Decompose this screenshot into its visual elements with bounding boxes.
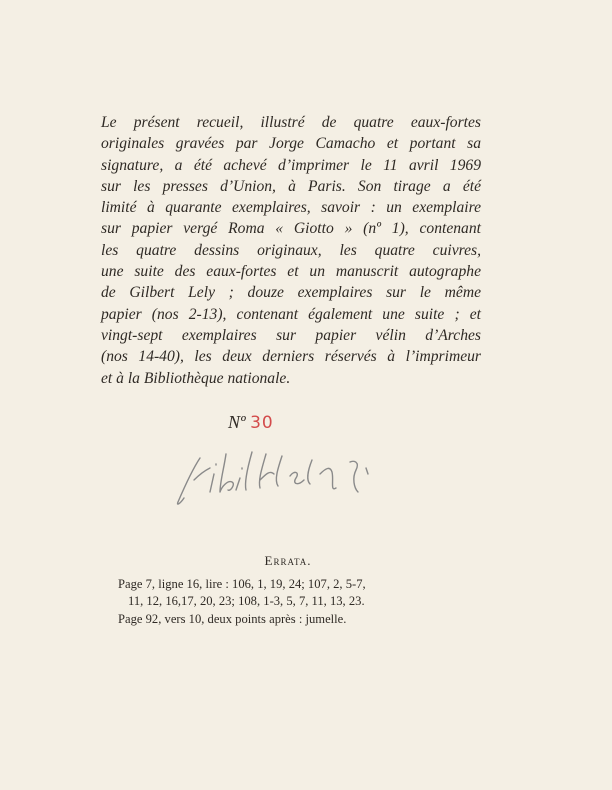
colophon-line: les quatre dessins originaux, les quatre cuivres,: [101, 241, 481, 259]
colophon-line: et à la Bibliothèque nationale.: [101, 369, 291, 387]
copy-number: [228, 412, 274, 433]
colophon-line: Le présent recueil, illustré de quatre eaux-fortes: [101, 114, 481, 131]
handwritten-signature: [170, 440, 380, 510]
colophon-line: papier (nos 2-13), contenant également une suite ; et: [101, 305, 481, 323]
errata-heading: Errata.: [264, 553, 312, 568]
copy-number-value: 30: [250, 413, 274, 433]
errata-row: 11, 12, 16,17, 20, 23; 108, 1-3, 5, 7, 11, 13, 23.: [128, 594, 365, 608]
colophon-paragraph: [101, 112, 481, 389]
colophon-line: de Gilbert Lely ; douze exemplaires sur le même: [101, 284, 481, 302]
errata-row: Page 92, vers 10, deux points après : jumelle.: [118, 611, 347, 626]
colophon-line: sur papier vergé Roma « Giotto » (nº 1), contenant: [101, 220, 481, 238]
colophon-line: signature, a été achevé d’imprimer le 11 avril 1969: [101, 156, 481, 174]
copy-number-prefix: Nº: [228, 412, 246, 432]
errata-row: Page 7, ligne 16, lire : 106, 1, 19, 24; 107, 2, 5-7,: [118, 576, 366, 591]
colophon-line: originales gravées par Jorge Camacho et portant sa: [101, 135, 481, 153]
colophon-line: une suite des eaux-fortes et un manuscrit autographe: [101, 263, 481, 281]
colophon-line: (nos 14-40), les deux derniers réservés à l’imprimeur: [101, 348, 481, 366]
colophon-line: vingt-sept exemplaires sur papier vélin d’Arches: [101, 326, 481, 344]
errata-block: [118, 552, 458, 628]
colophon-line: sur les presses d’Union, à Paris. Son tirage a été: [101, 177, 481, 195]
colophon-line: limité à quarante exemplaires, savoir : un exemplaire: [101, 199, 481, 217]
